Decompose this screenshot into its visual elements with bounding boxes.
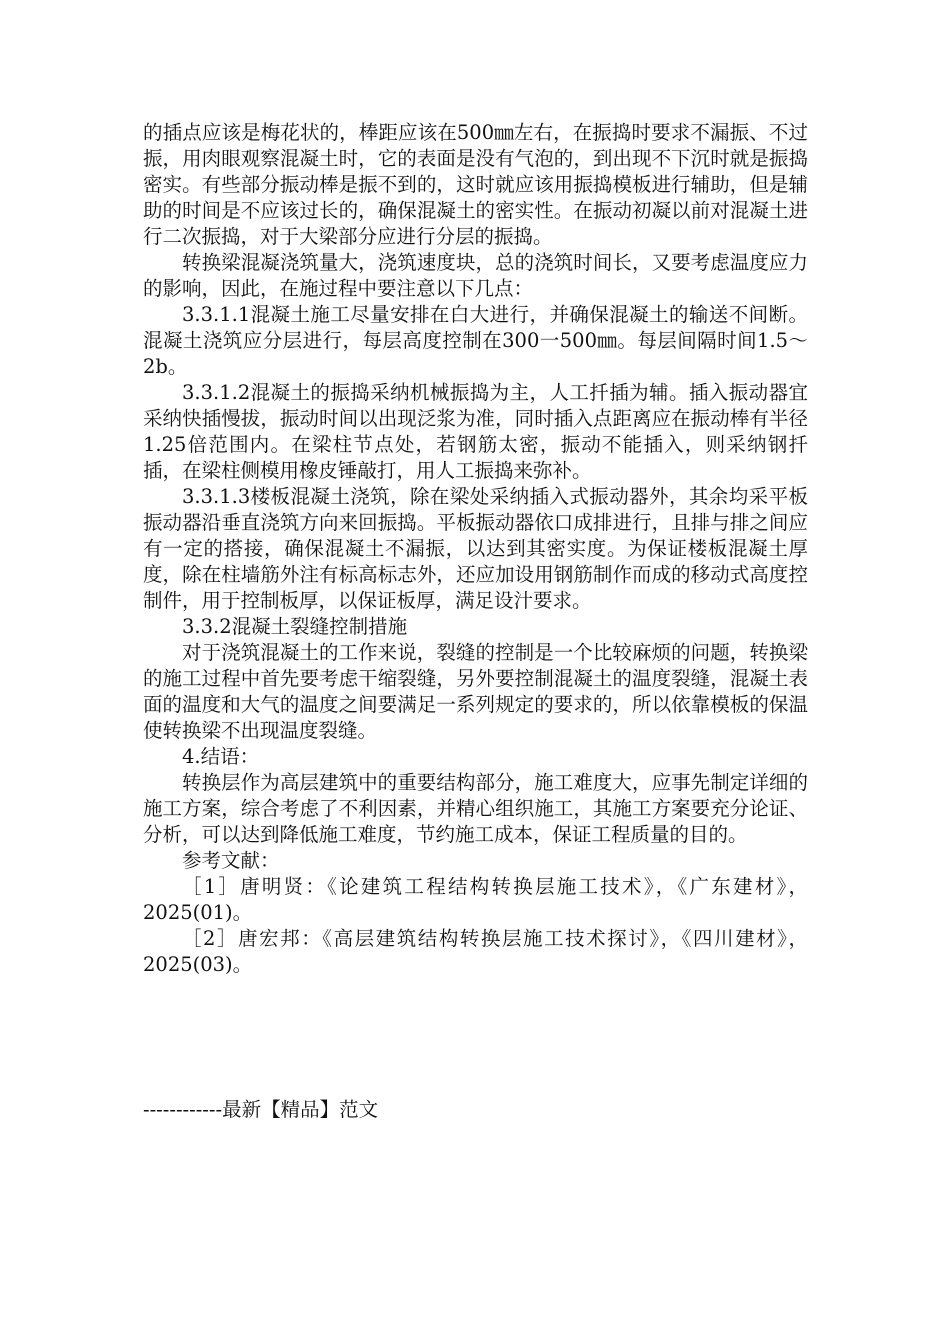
- references-heading: 参考文献：: [182, 849, 280, 872]
- section-heading-3-3-2: 3.3.2混凝土裂缝控制措施: [182, 615, 408, 638]
- paragraph-3: 3.3.1.2混凝土的振捣采纳机械振捣为主，人工扦插为辅。插入振动器宜采纳快插慢拔，振动时间以出现泛浆为准，同时插入点距离应在振动棒有半径1.25倍范围内。在梁柱节点处，若钢筋太密，振动不能插入，则采纳钢扦插，在梁柱侧模用橡皮锤敲打，用人工振捣来弥补。: [143, 381, 808, 482]
- paragraph-6: 对于浇筑混凝土的工作来说，裂缝的控制是一个比较麻烦的问题，转换梁的施工过程中首先要考虑干缩裂缝，另外要控制混凝土的温度裂缝，混凝土表面的温度和大气的温度之间要满足一系列规定的要求的，所以依靠模板的保温使转换梁不出现温度裂缝。: [143, 641, 808, 742]
- section-heading-conclusion: 4.结语：: [182, 745, 260, 768]
- paragraph-1: 转换梁混凝浇筑量大，浇筑速度块，总的浇筑时间长，又要考虑温度应力的影响，因此，在施过程中要注意以下几点：: [143, 251, 808, 300]
- footer-text: ------------最新【精品】范文: [143, 1098, 379, 1121]
- reference-2: ［2］唐宏邦：《高层建筑结构转换层施工技术探讨》，《四川建材》，2025(03)。: [143, 927, 808, 976]
- paragraph-4: 3.3.1.3楼板混凝土浇筑，除在梁处采纳插入式振动器外，其余均采平板振动器沿垂直浇筑方向来回振捣。平板振动器依口成排进行，且排与排之间应有一定的搭接，确保混凝土不漏振，以达到其密实度。为保证楼板混凝土厚度，除在柱墙筋外注有标高标志外，还应加设用钢筋制作而成的移动式高度控制件，用于控制板厚，以保证板厚，满足设汁要求。: [143, 485, 808, 612]
- paragraph-2: 3.3.1.1混凝土施工尽量安排在白大进行，并确保混凝土的输送不间断。混凝土浇筑应分层进行，每层高度控制在300一500㎜。每层间隔时间1.5～2b。: [143, 303, 808, 378]
- document-body: [143, 120, 808, 978]
- reference-1: ［1］唐明贤：《论建筑工程结构转换层施工技术》，《广东建材》，2025(01)。: [143, 875, 808, 924]
- paragraph-0: 的插点应该是梅花状的，棒距应该在500㎜左右，在振捣时要求不漏振、不过振，用肉眼观察混凝土时，它的表面是没有气泡的，到出现不下沉时就是振捣密实。有些部分振动棒是振不到的，这时就应该用振捣模板进行辅助，但是辅助的时间是不应该过长的，确保混凝土的密实性。在振动初凝以前对混凝土进行二次振捣，对于大梁部分应进行分层的振捣。: [143, 121, 808, 248]
- paragraph-8: 转换层作为高层建筑中的重要结构部分，施工难度大，应事先制定详细的施工方案，综合考虑了不利因素，并精心组织施工，其施工方案要充分论证、分析，可以达到降低施工难度，节约施工成本，保证工程质量的目的。: [143, 771, 808, 846]
